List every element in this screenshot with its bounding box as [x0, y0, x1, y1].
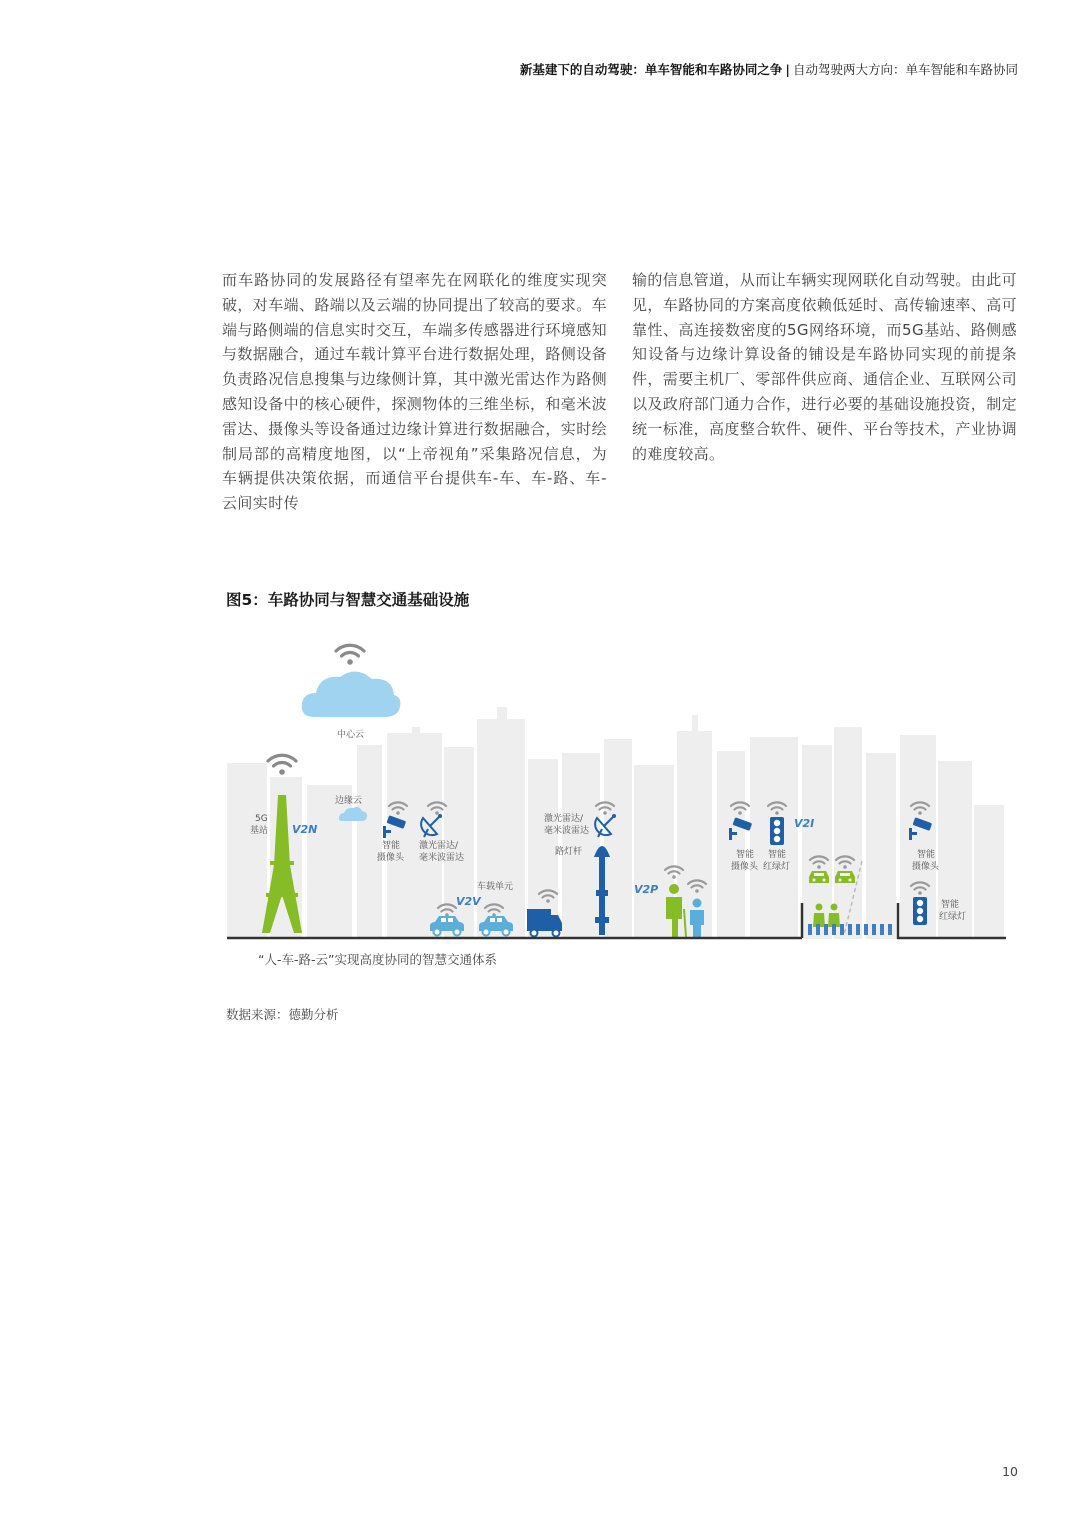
page-header	[520, 60, 1018, 78]
body-column-left	[222, 268, 607, 516]
light1-label-2: 红绿灯	[763, 862, 791, 872]
camera1-label-1: 智能	[382, 841, 401, 851]
body-paragraph-right: 输的信息管道，从而让车辆实现网联化自动驾驶。由此可见，车路协同的方案高度依赖低延时、高传输速率、高可靠性、高连接数密度的5G网络环境，而5G基站、路侧感知设备与边缘计算设备的铺设是车路协同实现的前提条件，需要主机厂、零部件供应商、通信企业、互联网公司以及政府部门通力合作，进行必要的基础设施投资，制定统一标准，高度整合软件、硬件、平台等技术，产业协调的难度较高。	[632, 271, 1018, 463]
light1-label-1: 智能	[768, 850, 787, 860]
edge-cloud-label: 边缘云	[335, 796, 363, 806]
radar1-label-1: 激光雷达/	[419, 841, 459, 851]
v2v-label: V2V	[456, 895, 481, 908]
header-title: 新基建下的自动驾驶：单车智能和车路协同之争	[519, 62, 783, 77]
tower-label-station: 基站	[250, 826, 269, 836]
figure-illustration	[222, 635, 1012, 955]
radar1-label-2: 毫米波雷达	[419, 853, 465, 863]
center-cloud-label: 中心云	[337, 730, 365, 740]
obu-label: 车载单元	[477, 882, 514, 892]
infrastructure-diagram	[222, 635, 1012, 955]
v2i-label: V2I	[794, 817, 815, 830]
body-paragraph-left: 而车路协同的发展路径有望率先在网联化的维度实现突破，对车端、路端以及云端的协同提出了较高的要求。车端与路侧端的信息实时交互，车端多传感器进行环境感知与数据融合，通过车载计算平台进行数据处理，路侧设备负责路况信息搜集与边缘侧计算，其中激光雷达作为路侧感知设备中的核心硬件，探测物体的三维坐标，和毫米波雷达、摄像头等设备通过边缘计算进行数据融合，实时绘制局部的高精度地图，以“上帝视角”采集路况信息，为车辆提供决策依据，而通信平台提供车-车、车-路、车-云间实时传	[222, 271, 608, 513]
header-subtitle: 自动驾驶两大方向：单车智能和车路协同	[792, 62, 1018, 77]
camera3-label-1: 智能	[917, 850, 936, 860]
traffic-light-icon	[770, 817, 784, 845]
streetlight-label: 路灯杆	[555, 847, 583, 857]
light2-label-1: 智能	[941, 900, 960, 910]
figure-caption: “人-车-路-云”实现高度协同的智慧交通体系	[258, 952, 497, 967]
data-source: 数据来源：德勤分析	[226, 1007, 339, 1022]
center-cloud-icon	[302, 645, 401, 717]
page-number: 10	[1002, 1464, 1018, 1479]
camera2-label-1: 智能	[736, 850, 755, 860]
car-icon	[835, 871, 855, 883]
light2-label-2: 红绿灯	[939, 912, 967, 922]
camera1-label-2: 摄像头	[377, 853, 405, 863]
camera3-label-2: 摄像头	[912, 862, 940, 872]
car-icon	[809, 871, 829, 883]
v2p-label: V2P	[634, 883, 659, 896]
v2n-label: V2N	[292, 823, 318, 836]
camera2-label-2: 摄像头	[731, 862, 759, 872]
city-skyline	[227, 707, 1004, 939]
header-separator: |	[785, 62, 790, 77]
traffic-light-icon	[913, 897, 927, 925]
body-column-right	[632, 268, 1017, 466]
radar2-label-1: 激光雷达/	[544, 814, 584, 824]
figure-title: 图5：车路协同与智慧交通基础设施	[226, 591, 470, 609]
tower-label-5g: 5G	[255, 814, 268, 824]
radar2-label-2: 毫米波雷达	[544, 826, 590, 836]
